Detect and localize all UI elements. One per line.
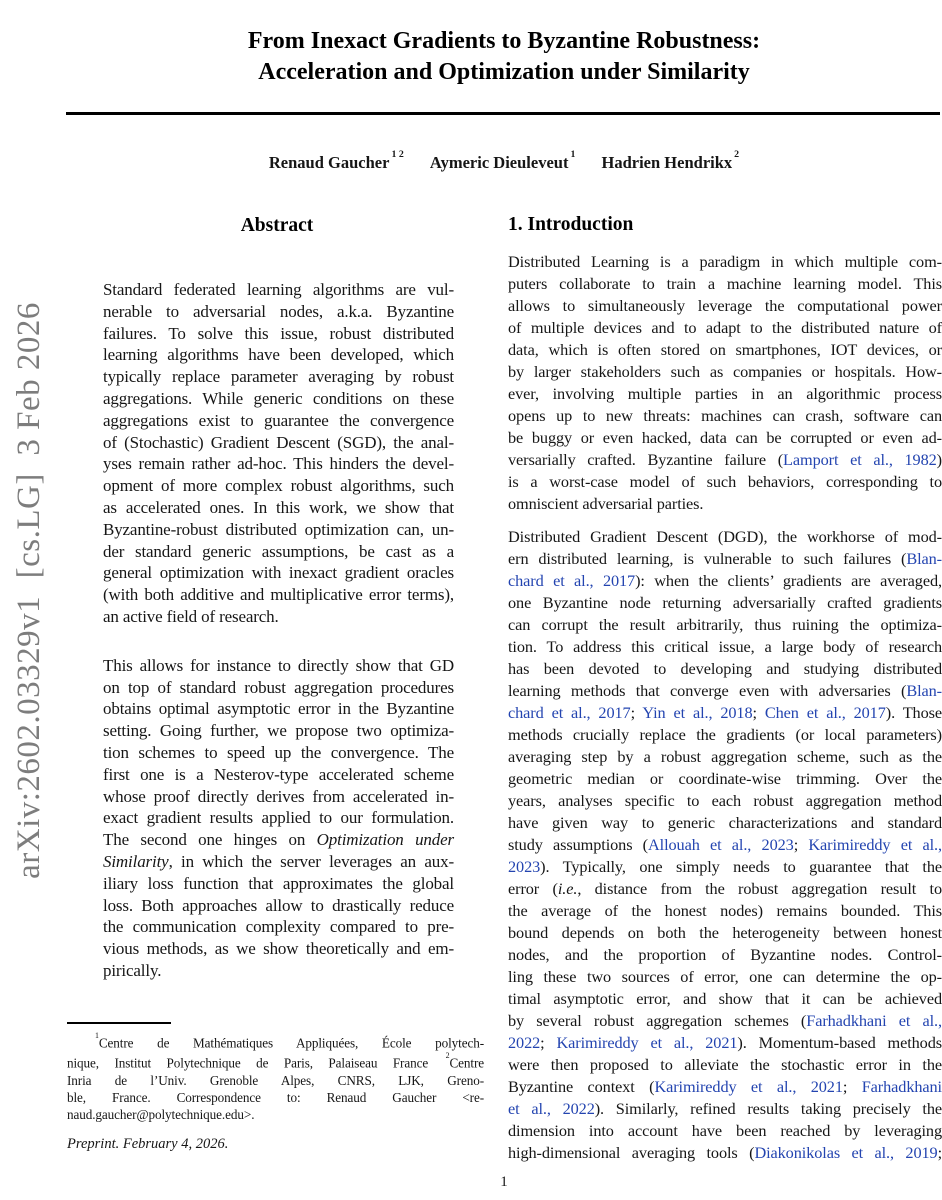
text-line: Byzantine context (Karimireddy et al., 2021; Farhadkhani [508,1077,942,1096]
text-line: were then proposed to alleviate the stochastic error in the [508,1055,942,1074]
introduction-column [508,214,942,1175]
text-line: obtains optimal asymptotic error in the Byzantine [103,699,454,719]
title-rule [66,112,940,115]
author-name: Renaud Gaucher [268,153,390,172]
author-superscript: 1 [570,148,576,160]
footnote-rule [67,1022,171,1024]
author-name: Hadrien Hendrikx [601,153,733,172]
text-line: The second one hinges on Optimization under [103,830,454,850]
text-line: aggregations exist to guarantee the convergence [103,410,454,430]
introduction-paragraph-2 [508,526,942,1164]
citation-link[interactable]: Chen et al., 2017 [764,703,886,722]
text-line: loss. Both approaches allow to drastically reduce [103,895,454,915]
citation-link[interactable]: Blan- [906,549,942,568]
text-line: failures. To solve this issue, robust distributed [103,323,454,343]
citation-link[interactable]: Farhadkhani et al., [806,1011,942,1030]
affiliation-footnote [67,1031,484,1123]
text-line: have given way to generic characterizations and standard [508,813,942,832]
text-line: as accelerated ones. In this work, we show that [103,497,454,517]
text-line: averaging step by a robust aggregation scheme, such as the [508,747,942,766]
text-line: (with both additive and multiplicative error terms), [103,585,454,605]
text-line: whose proof directly derives from accelerated in- [103,786,454,806]
text-line: Distributed Gradient Descent (DGD), the workhorse of mod- [508,527,942,546]
author-1 [268,148,404,172]
text-line: on top of standard robust aggregation procedures [103,677,454,697]
text-line: study assumptions (Allouah et al., 2023; Karimireddy et al., [508,835,942,854]
text-line: methods crucially replace the gradients (or local parameters) [508,725,942,744]
text-line: This allows for instance to directly show that GD [103,655,454,675]
arxiv-watermark: arXiv:2602.03329v1 [cs.LG] 3 Feb 2026 [10,301,47,879]
text-line: omniscient adversarial parties. [508,494,704,513]
citation-link[interactable]: Allouah et al., 2023 [648,835,794,854]
text-line: et al., 2022). Similarly, refined results taking precisely the [508,1099,942,1118]
text-line: der standard generic assumptions, be cast as a [103,541,454,561]
text-line: Inria de l’Univ. Grenoble Alpes, CNRS, LJK, Greno- [67,1072,484,1088]
citation-link[interactable]: 2023 [508,857,541,876]
text-line: learning algorithms have been developed, which [103,345,454,365]
text-line: dimension into account have been reached by leveraging [508,1121,942,1140]
citation-link[interactable]: et al., 2022 [508,1099,595,1118]
page-number: 1 [500,1174,508,1190]
text-line: yses remain rather ad-hoc. This hinders the devel- [103,454,454,474]
author-name: Aymeric Dieuleveut [429,153,569,172]
text-line: Distributed Learning is a paradigm in which multiple com- [508,252,942,271]
citation-link[interactable]: Yin et al., 2018 [642,703,753,722]
text-line: error (i.e., distance from the robust aggregation result to [508,879,942,898]
text-line: learning methods that converge even with adversaries (Blan- [508,681,942,700]
text-line: can corrupt the result arbitrarily, thus ruining the optimiza- [508,615,942,634]
text-line: pirically. [103,960,162,980]
paper-title-line-2: Acceleration and Optimization under Similarity [258,59,750,85]
text-line: an active field of research. [103,606,279,626]
text-line: timal asymptotic error, and show that it can be achieved [508,989,942,1008]
text-line: opens up to new threats: machines can crash, software can [508,406,942,425]
text-line: Byzantine-robust distributed optimization can, un- [103,519,454,539]
text-line: tion schemes to speed up the convergence. The [103,742,454,762]
text-line: ble, France. Correspondence to: Renaud Gaucher <re- [67,1089,484,1105]
text-line: 2022; Karimireddy et al., 2021). Momentum-based methods [508,1033,942,1052]
text-line: Similarity, in which the server leverages an aux- [103,851,454,871]
citation-link[interactable]: Karimireddy et al., 2021 [654,1077,843,1096]
text-line: Standard federated learning algorithms are vul- [103,280,454,299]
citation-link[interactable]: chard et al., 2017 [508,571,636,590]
text-line: puters collaborate to train a machine learning model. This [508,274,942,293]
paper-title-line-1: From Inexact Gradients to Byzantine Robustness: [247,28,761,54]
paper-title [66,26,942,88]
footnote-superscript: 2 [445,1051,450,1061]
citation-link[interactable]: 2022 [508,1033,541,1052]
author-superscript: 2 [734,148,740,160]
preprint-note: Preprint. February 4, 2026. [67,1136,229,1152]
citation-link[interactable]: Karimireddy et al., 2021 [556,1033,738,1052]
abstract-paragraph-1 [103,279,454,628]
text-line: nique, Institut Polytechnique de Paris, Palaiseau France $^2$Centre [67,1051,484,1071]
author-superscript: 1 2 [391,148,404,160]
citation-link[interactable]: Lamport et al., 1982 [783,450,937,469]
text-line: by larger stakeholders such as companies or hospitals. How- [508,362,942,381]
abstract-paragraph-2 [103,655,454,982]
text-line: is a worst-case model of such behaviors, corresponding to [508,472,942,491]
text-line: iliary loss function that approximates the global [103,873,454,893]
text-line: 2023). Typically, one simply needs to guarantee that the [508,857,942,876]
author-2 [429,148,576,172]
citation-link[interactable]: Blan- [906,681,942,700]
arxiv-watermark-sidebar [8,250,50,930]
text-line: aggregations. While generic conditions on these [103,388,454,408]
text-line: of multiple devices and to adapt to the distributed nature of [508,318,942,337]
footnote-superscript: 1 [95,1031,99,1041]
text-line: versarially crafted. Byzantine failure (Lamport et al., 1982) [508,450,942,469]
section-heading-introduction: 1. Introduction [508,214,634,235]
text-line: nerable to adversarial nodes, a.k.a. Byzantine [103,301,454,321]
text-line: chard et al., 2017): when the clients’ gradients are averaged, [508,571,942,590]
citation-link[interactable]: Karimireddy et al., [808,835,942,854]
text-line: opment of more complex robust algorithms, such [103,476,454,496]
text-line: years, analyses specific to each robust aggregation method [508,791,942,810]
text-line: general optimization with inexact gradient oracles [103,563,454,583]
introduction-paragraph-1 [508,251,942,515]
text-line: chard et al., 2017; Yin et al., 2018; Chen et al., 2017). Those [508,703,942,722]
text-line: first one is a Nesterov-type accelerated scheme [103,764,454,784]
text-line: exact gradient results applied to our formulation. [103,808,454,828]
text-line: naud.gaucher@polytechnique.edu>. [67,1106,255,1122]
text-line: the communication complexity compared to pre- [103,917,454,937]
text-line: data, which is often stored on smartphones, IOT devices, or [508,340,942,359]
citation-link[interactable]: chard et al., 2017 [508,703,631,722]
text-line: allows to simultaneously leverage the computational power [508,296,942,315]
abstract-heading: Abstract [240,215,314,236]
text-line: ern distributed learning, is vulnerable to such failures (Blan- [508,549,942,568]
text-line: typically replace parameter averaging by robust [103,367,454,387]
text-line: bound depends on both the heterogeneity between honest [508,923,942,942]
author-3 [601,148,740,172]
citation-link[interactable]: Farhadkhani [861,1077,942,1096]
citation-link[interactable]: Diakonikolas et al., 2019 [754,1143,938,1162]
text-line: of (Stochastic) Gradient Descent (SGD), the anal- [103,432,454,452]
text-line: ling these two sources of error, one can determine the op- [508,967,942,986]
text-line: has been devoted to developing and studying distributed [508,659,942,678]
text-line: the average of the honest nodes) remains bounded. This [508,901,942,920]
text-line: ever, involving multiple parties in an algorithmic process [508,384,942,403]
text-line: setting. Going further, we propose two optimiza- [103,721,454,741]
author-line [66,148,942,173]
abstract-body [103,279,454,982]
text-line: by several robust aggregation schemes (Farhadkhani et al., [508,1011,942,1030]
text-line: tion. To address this critical issue, a large body of research [508,637,942,656]
text-line: be buggy or even hacked, data can be corrupted or even ad- [508,428,942,447]
text-line: vious methods, as we show theoretically and em- [103,939,454,959]
text-line: high-dimensional averaging tools (Diakonikolas et al., 2019; [508,1143,942,1162]
text-line: geometric median or coordinate-wise trimming. Over the [508,769,942,788]
text-line: one Byzantine node returning adversarially crafted gradients [508,593,942,612]
text-line: $^1$Centre de Mathématiques Appliquées, École polytech- [95,1031,484,1051]
text-line: nodes, and the proportion of Byzantine nodes. Control- [508,945,942,964]
